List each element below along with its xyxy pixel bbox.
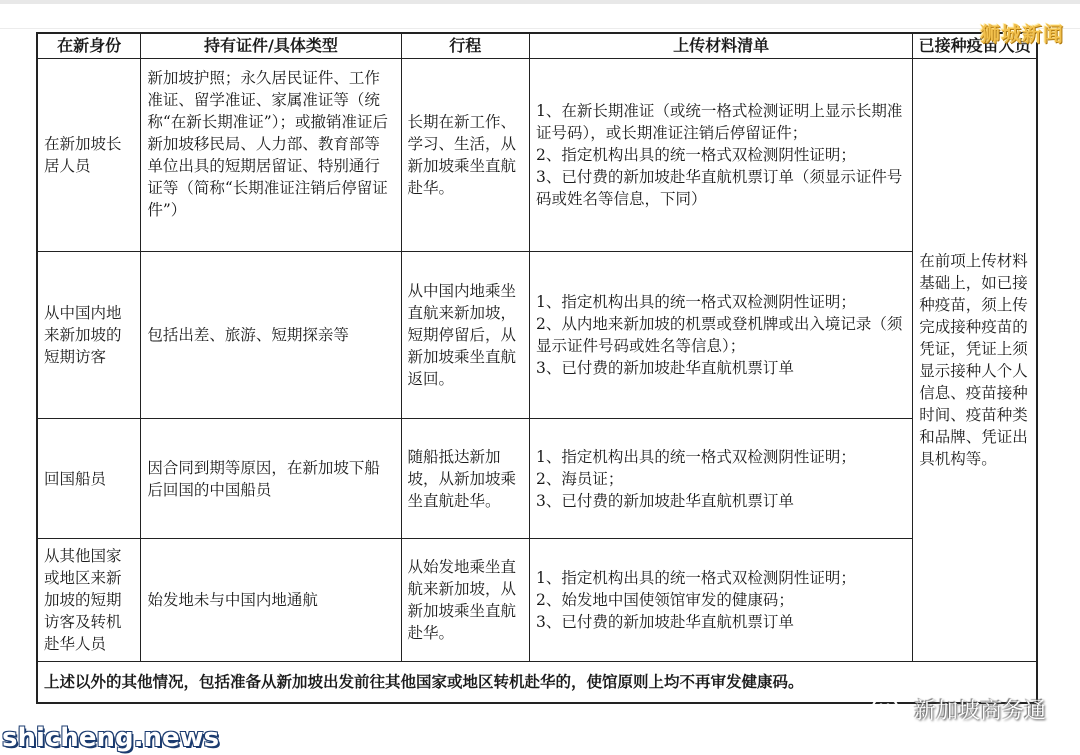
cert-cell: 包括出差、旅游、短期探亲等 xyxy=(141,252,401,419)
material-item: 1、指定机构出具的统一格式双检测阴性证明； xyxy=(535,447,856,466)
table-row xyxy=(37,539,1037,662)
cert-cell: 新加坡护照；永久居民证件、工作准证、留学准证、家属准证等（统称“在新长期准证”）；或撤销准证后新加坡移民局、人力部、教育部等单位出具的短期居留证、特别通行证等（简称“长期准证注销后停留证件”） xyxy=(141,59,401,252)
health-code-requirements-table xyxy=(36,32,1038,704)
material-item: 1、在新长期准证（或统一格式检测证明上显示长期准证号码），或长期准证注销后停留证件； xyxy=(535,102,903,142)
wechat-icon xyxy=(872,696,906,724)
header-materials: 上传材料清单 xyxy=(529,33,912,59)
header-trip: 行程 xyxy=(401,33,529,59)
materials-cell xyxy=(529,419,912,539)
identity-cell: 从中国内地来新加坡的短期访客 xyxy=(37,252,141,419)
trip-cell: 随船抵达新加坡，从新加坡乘坐直航赴华。 xyxy=(401,419,529,539)
header-vaccine: 已接种疫苗人员 xyxy=(913,33,1037,59)
table-row xyxy=(37,419,1037,539)
identity-cell: 在新加坡长居人员 xyxy=(37,59,141,252)
table-row xyxy=(37,59,1037,252)
material-item: 2、始发地中国使领馆审发的健康码； xyxy=(535,591,794,609)
material-item: 1、指定机构出具的统一格式双检测阴性证明； xyxy=(535,293,856,311)
material-item: 2、海员证； xyxy=(535,469,624,488)
materials-cell xyxy=(529,59,912,252)
identity-cell: 从其他国家或地区来新加坡的短期访客及转机赴华人员 xyxy=(37,539,141,662)
table-header-row xyxy=(37,33,1037,59)
material-item: 3、已付费的新加坡赴华直航机票订单（须显示证件号码或姓名等信息，下同） xyxy=(535,168,903,208)
material-item: 1、指定机构出具的统一格式双检测阴性证明； xyxy=(535,569,856,587)
scan-edge xyxy=(0,0,1080,29)
material-item: 2、指定机构出具的统一格式双检测阴性证明； xyxy=(535,146,856,164)
materials-cell xyxy=(529,252,912,419)
vaccine-note-cell: 在前项上传材料基础上，如已接种疫苗，须上传完成接种疫苗的凭证，凭证上须显示接种人个人信息、疫苗接种时间、疫苗种类和品牌、凭证出具机构等。 xyxy=(913,59,1037,662)
material-item: 3、已付费的新加坡赴华直航机票订单 xyxy=(535,359,794,377)
table-row xyxy=(37,252,1037,419)
watermark-site-url: shicheng.news xyxy=(2,723,220,753)
trip-cell: 从中国内地乘坐直航来新加坡，短期停留后，从新加坡乘坐直航返回。 xyxy=(401,252,529,419)
wechat-account-name: 新加坡商务通 xyxy=(913,699,1046,724)
material-item: 3、已付费的新加坡赴华直航机票订单 xyxy=(535,613,794,631)
trip-cell: 从始发地乘坐直航来新加坡，从新加坡乘坐直航赴华。 xyxy=(401,539,529,662)
watermark-top-right: 狮城新闻 xyxy=(980,22,1064,46)
material-item: 3、已付费的新加坡赴华直航机票订单 xyxy=(535,491,794,510)
header-cert: 持有证件/具体类型 xyxy=(141,33,401,59)
materials-cell xyxy=(529,539,912,662)
trip-cell: 长期在新工作、学习、生活，从新加坡乘坐直航赴华。 xyxy=(401,59,529,252)
cert-cell: 始发地未与中国内地通航 xyxy=(141,539,401,662)
material-item: 2、从内地来新加坡的机票或登机牌或出入境记录（须显示证件号码或姓名等信息）； xyxy=(535,315,903,355)
footnote: 上述以外的其他情况，包括准备从新加坡出发前往其他国家或地区转机赴华的，使馆原则上均不再审发健康码。 xyxy=(37,662,1037,704)
header-identity: 在新身份 xyxy=(37,33,141,59)
identity-cell: 回国船员 xyxy=(37,419,141,539)
cert-cell: 因合同到期等原因，在新加坡下船后回国的中国船员 xyxy=(141,419,401,539)
watermark-wechat-account xyxy=(872,694,1046,725)
